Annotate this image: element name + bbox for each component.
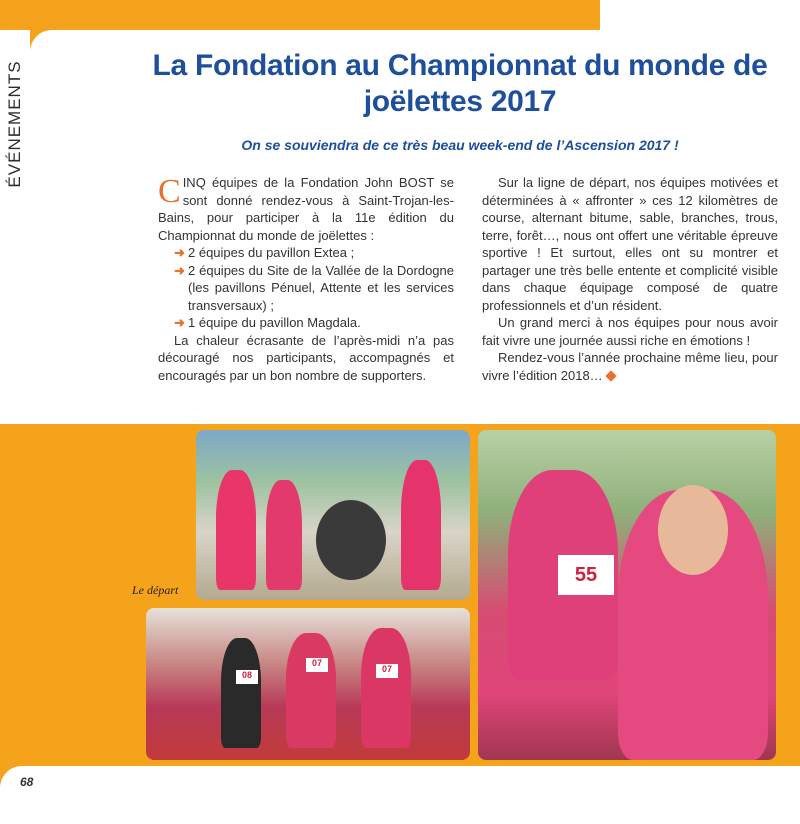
runner-figure (216, 470, 256, 590)
runner-figure (401, 460, 441, 590)
runner-figure (361, 628, 411, 748)
footer-strip (0, 766, 800, 824)
face (658, 485, 728, 575)
list-item: ➜ 2 équipes du pavillon Extea ; (174, 245, 355, 260)
paragraph: Sur la ligne de départ, nos équipes motivées et déterminées à « affronter » ces 12 kilomètres de course, alternant bitume, sable, branches, trous, terre, forêt…, nous ont offert une véritable épreuve sportive ! Et surtout, elles ont su montrer et partager une très belle entente et complicité visible dans chaque équipage composé de quatre professionnels et d’un résident. (482, 175, 778, 313)
runner-figure (266, 480, 302, 590)
race-bib: 08 (236, 670, 258, 684)
arrow-right-icon: ➜ (174, 245, 185, 260)
article-subtitle: On se souviendra de ce très beau week-end de l’Ascension 2017 ! (241, 137, 679, 153)
race-team-photo (146, 608, 470, 760)
left-orange-band (0, 424, 30, 766)
section-label: ÉVÉNEMENTS (5, 60, 24, 188)
race-bib: 07 (306, 658, 328, 672)
race-start-photo (196, 430, 470, 600)
arrow-right-icon: ➜ (174, 315, 185, 330)
paragraph: Rendez-vous l’année prochaine même lieu, pour vivre l’édition 2018… (482, 350, 778, 383)
runner-figure (286, 633, 336, 748)
joelette-wheel (316, 500, 386, 580)
race-bib: 55 (558, 555, 614, 595)
page-number: 68 (20, 775, 34, 789)
article-title: La Fondation au Championnat du monde de joëlettes 2017 (152, 49, 768, 118)
race-bib: 07 (376, 664, 398, 678)
list-item: ➜ 1 équipe du pavillon Magdala. (174, 315, 361, 330)
right-column (482, 174, 778, 384)
card-tab (600, 0, 800, 30)
list-item: ➜ 2 équipes du Site de la Vallée de la Dordogne (les pavillons Pénuel, Attente et les services transversaux) ; (174, 262, 454, 313)
closing-paragraph: La chaleur écrasante de l’après-midi n’a pas découragé nos participants, accompagnés et encouragés par un bon nombre de supporters. (158, 332, 454, 383)
end-diamond-icon (605, 370, 616, 381)
photo-caption: Le départ (132, 583, 179, 597)
paragraph: Un grand merci à nos équipes pour nous avoir fait vivre une journée aussi riche en émotions ! (482, 315, 778, 348)
arrow-right-icon: ➜ (174, 262, 185, 278)
runner-figure (221, 638, 261, 748)
dropcap: C (158, 173, 181, 210)
left-column (158, 174, 454, 384)
participant-portrait-photo (478, 430, 776, 760)
intro-paragraph (158, 174, 454, 244)
intro-text: INQ équipes de la Fondation John BOST se sont donné rendez-vous à Saint-Trojan-les-Bains, pour participer à la 11e édition du Championnat du monde de joëlettes : (158, 175, 454, 243)
